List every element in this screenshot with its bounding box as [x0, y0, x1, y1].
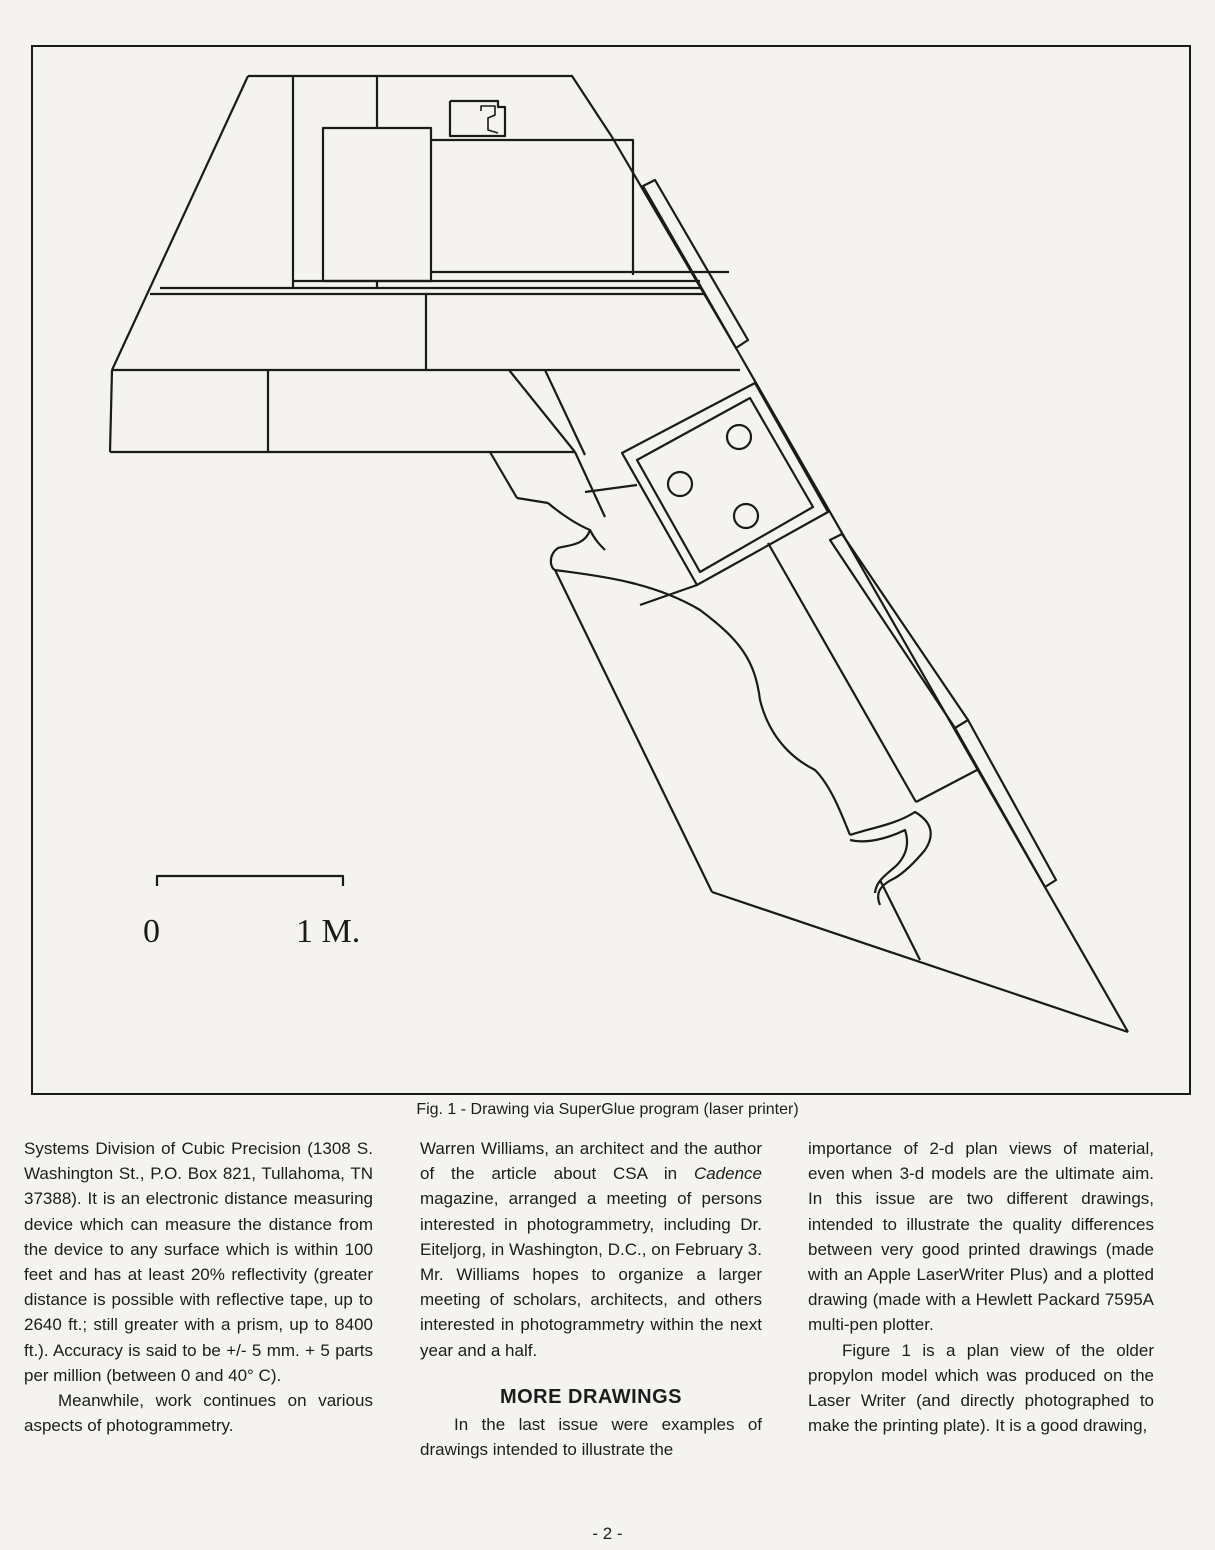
- plan-column-1: [727, 425, 751, 449]
- scale-bar: [157, 876, 343, 886]
- plan-room-left: [323, 128, 431, 281]
- col2-paragraph-2: In the last issue were examples of drawings intended to illustrate the: [420, 1415, 762, 1460]
- plan-column-2: [668, 472, 692, 496]
- plan-rock-edge-lower: [850, 812, 931, 905]
- text-column-1: [24, 1136, 373, 1438]
- col2-paragraph-1: [420, 1136, 762, 1363]
- col3-paragraph-2: Figure 1 is a plan view of the older propylon model which was produced on the Laser Writer (and directly photographed to make the printing plate). It is a good drawing,: [808, 1340, 1154, 1436]
- plan-small-feature: [450, 101, 505, 136]
- scale-label-zero: 0: [143, 913, 160, 950]
- page-number: - 2 -: [592, 1524, 623, 1543]
- plan-pier-outer: [622, 383, 828, 585]
- col2-paragraph-1-end: magazine, arranged a meeting of persons interested in photogrammetry, including Dr. Eiteljorg, in Washington, D.C., on February 3. Mr. Williams hopes to organize a larger meeting of scholars, architects, and others interested in photogrammetry within the next year and a half.: [420, 1189, 762, 1360]
- text-column-2: [420, 1136, 762, 1462]
- plan-pier-inner: [637, 398, 813, 572]
- scale-label-one-meter: 1 M.: [296, 913, 361, 950]
- col2-paragraph-1-start: Warren Williams, an architect and the author of the article about CSA in: [420, 1139, 762, 1184]
- plan-wall-strip-upper: [643, 180, 748, 348]
- section-heading: MORE DRAWINGS: [499, 1385, 683, 1408]
- plan-wall-strip-lower: [955, 720, 1056, 887]
- col3-paragraph-1: importance of 2-d plan views of material, even when 3-d models are the ultimate aim. In this issue are two different drawings, intended to illustrate the quality differences between very good printed drawings (made with an Apple LaserWriter Plus) and a plotted drawing (made with a Hewlett Packard 7595A multi-pen plotter.: [808, 1139, 1154, 1335]
- text-column-3: [808, 1136, 1154, 1438]
- magazine-title: Cadence: [693, 1164, 762, 1184]
- figure-caption: Fig. 1 - Drawing via SuperGlue program (laser printer): [416, 1101, 799, 1118]
- plan-rock-edge-upper: [548, 503, 850, 835]
- plan-column-3: [734, 504, 758, 528]
- col1-paragraph-2: Meanwhile, work continues on various aspects of photogrammetry.: [24, 1391, 373, 1436]
- col1-paragraph-1: Systems Division of Cubic Precision (1308 S. Washington St., P.O. Box 821, Tullahoma, TN 37388). It is an electronic distance measuring device which can measure the distance from the device to any surface which is within 100 feet and has at least 20% reflectivity (greater distance is possible with reflective tape, up to 2640 ft.; still greater with a prism, up to 8400 ft.). Accuracy is said to be +/- 5 mm. + 5 parts per million (between 0 and 40° C).: [24, 1139, 373, 1385]
